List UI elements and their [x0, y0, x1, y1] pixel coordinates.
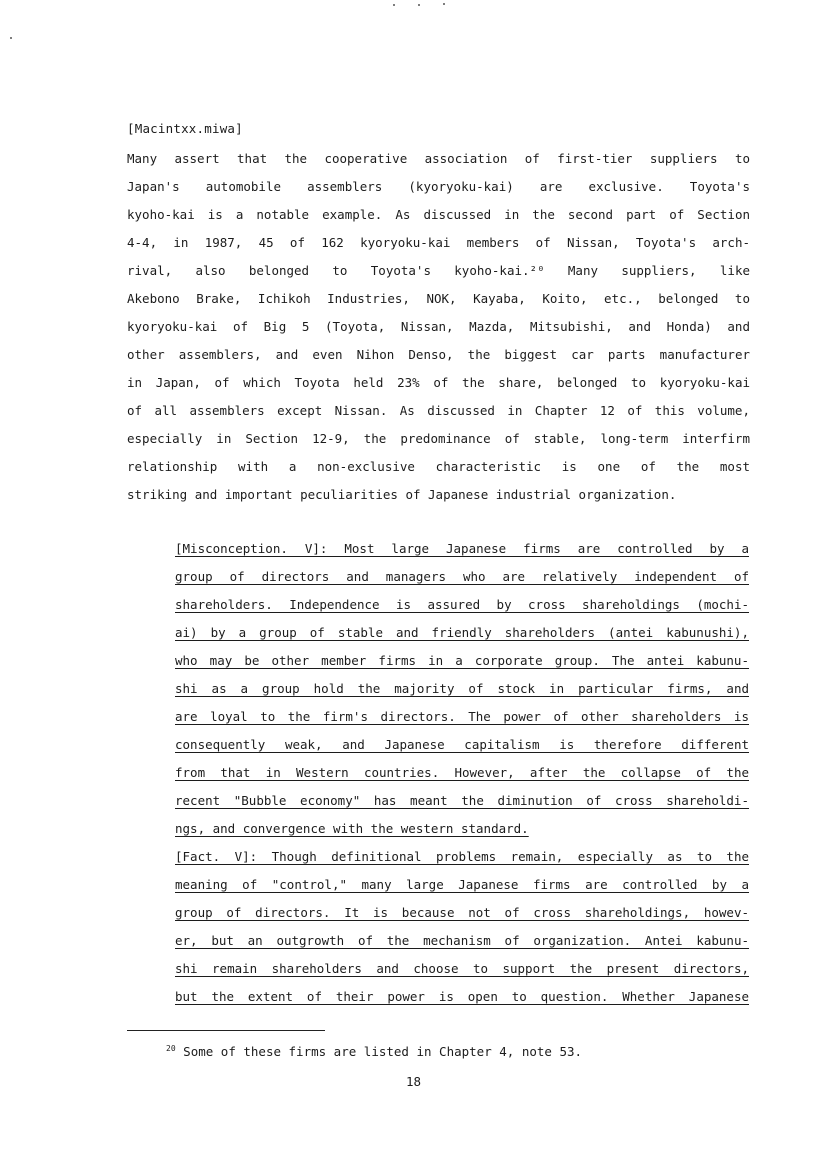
scan-speck	[418, 4, 420, 6]
scan-speck	[10, 37, 12, 39]
text-line: relationship with a non-exclusive characteristic is one of the most	[127, 459, 750, 474]
misconception-line: [Misconception. V]: Most large Japanese firms are controlled by a	[175, 541, 749, 556]
fact-line: but the extent of their power is open to question. Whether Japanese	[175, 989, 749, 1004]
text-line: in Japan, of which Toyota held 23% of the share, belonged to kyoryoku-kai	[127, 375, 750, 390]
text-line: especially in Section 12-9, the predominance of stable, long-term interfirm	[127, 431, 750, 446]
misconception-line: recent "Bubble economy" has meant the diminution of cross shareholdi-	[175, 793, 749, 808]
text-line: Japan's automobile assemblers (kyoryoku-kai) are exclusive. Toyota's	[127, 179, 750, 194]
text-line: kyoho-kai is a notable example. As discussed in the second part of Section	[127, 207, 750, 222]
text-line: of all assemblers except Nissan. As discussed in Chapter 12 of this volume,	[127, 403, 750, 418]
misconception-line: ai) by a group of stable and friendly shareholders (antei kabunushi),	[175, 625, 749, 640]
text-line: 4-4, in 1987, 45 of 162 kyoryoku-kai members of Nissan, Toyota's arch-	[127, 235, 750, 250]
body-paragraph	[127, 145, 750, 509]
footnote-text: Some of these firms are listed in Chapter 4, note 53.	[183, 1044, 583, 1059]
misconception-line: ngs, and convergence with the western standard.	[175, 821, 529, 836]
misconception-line: shi as a group hold the majority of stock in particular firms, and	[175, 681, 749, 696]
misconception-line: consequently weak, and Japanese capitalism is therefore different	[175, 737, 749, 752]
text-line: other assemblers, and even Nihon Denso, the biggest car parts manufacturer	[127, 347, 750, 362]
page-number: 18	[405, 1074, 422, 1089]
text-line: Akebono Brake, Ichikoh Industries, NOK, Kayaba, Koito, etc., belonged to	[127, 291, 750, 306]
footnote-marker: 20	[166, 1044, 176, 1053]
fact-line: [Fact. V]: Though definitional problems remain, especially as to the	[175, 849, 749, 864]
misconception-line: shareholders. Independence is assured by cross shareholdings (mochi-	[175, 597, 749, 612]
scan-speck	[393, 4, 395, 6]
misconception-fact-block	[175, 535, 749, 1011]
fact-line: er, but an outgrowth of the mechanism of organization. Antei kabunu-	[175, 933, 749, 948]
footnote	[166, 1044, 582, 1059]
fact-line: shi remain shareholders and choose to support the present directors,	[175, 961, 749, 976]
fact-line: group of directors. It is because not of cross shareholdings, howev-	[175, 905, 749, 920]
text-line: rival, also belonged to Toyota's kyoho-kai.²⁰ Many suppliers, like	[127, 263, 750, 278]
scan-speck	[443, 3, 445, 5]
footnote-divider	[127, 1030, 325, 1031]
misconception-line: are loyal to the firm's directors. The power of other shareholders is	[175, 709, 749, 724]
misconception-line: group of directors and managers who are relatively independent of	[175, 569, 749, 584]
fact-line: meaning of "control," many large Japanese firms are controlled by a	[175, 877, 749, 892]
misconception-line: from that in Western countries. However, after the collapse of the	[175, 765, 749, 780]
file-tag: [Macintxx.miwa]	[127, 121, 243, 136]
text-line: striking and important peculiarities of Japanese industrial organization.	[127, 487, 677, 502]
misconception-line: who may be other member firms in a corporate group. The antei kabunu-	[175, 653, 749, 668]
text-line: kyoryoku-kai of Big 5 (Toyota, Nissan, Mazda, Mitsubishi, and Honda) and	[127, 319, 750, 334]
text-line: Many assert that the cooperative association of first-tier suppliers to	[127, 151, 750, 166]
